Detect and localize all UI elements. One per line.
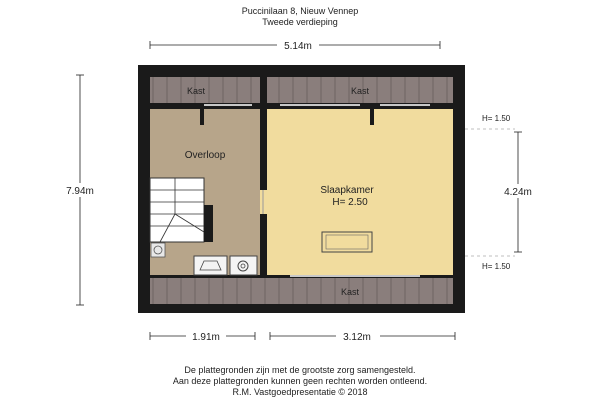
kast-bottom-label: Kast bbox=[340, 287, 360, 297]
staircase bbox=[150, 178, 213, 242]
address-title: Puccinilaan 8, Nieuw Vennep bbox=[241, 6, 359, 16]
slaapkamer-height-label: H= 2.50 bbox=[332, 197, 368, 208]
height-label-bottom: H= 1.50 bbox=[482, 262, 511, 271]
appliance-washer bbox=[230, 256, 257, 275]
dim-right-label: 4.24m bbox=[504, 187, 532, 198]
dim-bottom-right-label: 3.12m bbox=[343, 332, 371, 343]
kast-top-left-label: Kast bbox=[186, 86, 206, 96]
dim-bottom-left-label: 1.91m bbox=[192, 332, 220, 343]
slaapkamer-label: Slaapkamer bbox=[320, 185, 374, 196]
footer-line-1: De plattegronden zijn met de grootste zorg samengesteld. bbox=[184, 365, 416, 375]
overloop-label: Overloop bbox=[184, 150, 226, 161]
kast-top-right-label: Kast bbox=[350, 86, 370, 96]
wall-stub bbox=[200, 103, 204, 125]
height-label-top: H= 1.50 bbox=[482, 114, 511, 123]
footer-line-2: Aan deze plattegronden kunnen geen rechten worden ontleend. bbox=[172, 376, 428, 386]
footer-line-3: R.M. Vastgoedpresentatie © 2018 bbox=[232, 387, 368, 397]
kast-bottom-area bbox=[150, 278, 453, 304]
floor-title: Tweede verdieping bbox=[262, 17, 338, 27]
sink-icon bbox=[151, 243, 165, 257]
wall-stub bbox=[370, 103, 374, 125]
appliance-dryer bbox=[194, 256, 227, 275]
dim-left-label: 7.94m bbox=[66, 186, 94, 197]
dim-top-label: 5.14m bbox=[284, 41, 312, 52]
